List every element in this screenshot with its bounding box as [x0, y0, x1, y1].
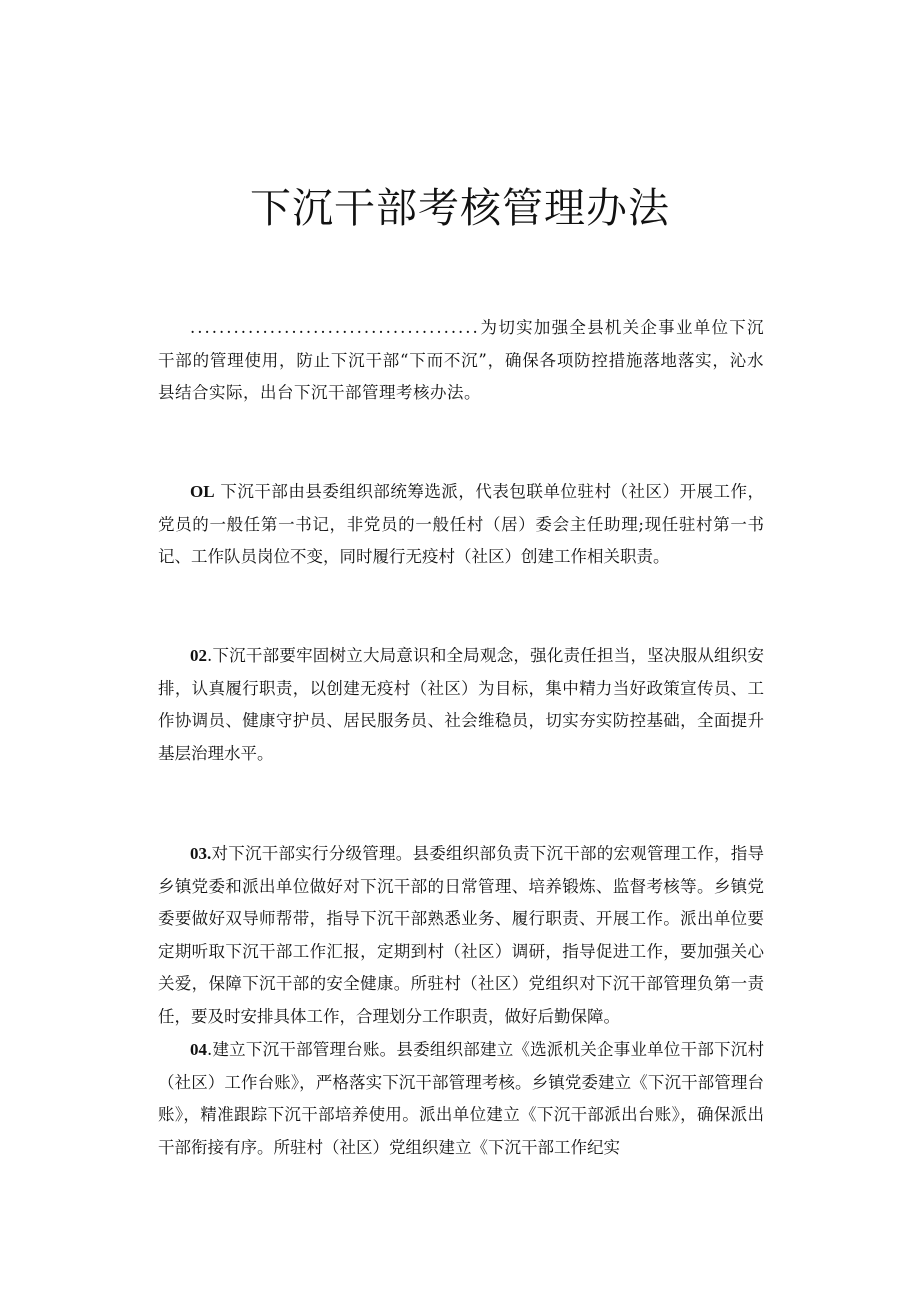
section-text: .下沉干部要牢固树立大局意识和全局观念，强化责任担当，坚决服从组织安排，认真履行职责，以创建无疫村（社区）为目标，集中精力当好政策宣传员、工作协调员、健康守护员、居民服务员、社会维稳员，切实夯实防控基础，全面提升基层治理水平。: [158, 646, 764, 763]
section-text: .建立下沉干部管理台账。县委组织部建立《选派机关企事业单位干部下沉村（社区）工作台账》，严格落实下沉干部管理考核。乡镇党委建立《下沉干部管理台账》，精准跟踪下沉干部培养使用。派出单位建立《下沉干部派出台账》，确保派出干部衔接有序。所驻村（社区）党组织建立《下沉干部工作纪实: [158, 1040, 764, 1157]
section-number: 04: [190, 1040, 207, 1059]
page-title: 下沉干部考核管理办法: [250, 184, 670, 232]
section-number: 03.: [190, 844, 212, 863]
dot-leader: ........................................: [190, 318, 480, 337]
section-text: 对下沉干部实行分级管理。县委组织部负责下沉干部的宏观管理工作，指导乡镇党委和派出单位做好对下沉干部的日常管理、培养锻炼、监督考核等。乡镇党委要做好双导师帮带，指导下沉干部熟悉业务、履行职责、开展工作。派出单位要定期听取下沉干部工作汇报，定期到村（社区）调研，指导促进工作，要加强关心关爱，保障下沉干部的安全健康。所驻村（社区）党组织对下沉干部管理负第一责任，要及时安排具体工作，合理划分工作职责，做好后勤保障。: [158, 844, 764, 1026]
intro-text: 为切实加强全县机关企事业单位下沉干部的管理使用，防止下沉干部“下而不沉”，确保各项防控措施落地落实，沁水县结合实际，出台下沉干部管理考核办法。: [158, 318, 764, 402]
section-text: 下沉干部由县委组织部统筹选派，代表包联单位驻村（社区）开展工作，党员的一般任第一书记，非党员的一般任村（居）委会主任助理;现任驻村第一书记、工作队员岗位不变，同时履行无疫村（社区）创建工作相关职责。: [158, 482, 765, 566]
section-paragraph-3: [158, 838, 764, 1033]
section-paragraph-4: [158, 1034, 764, 1164]
intro-paragraph: [158, 312, 764, 410]
section-number: 02: [190, 646, 207, 665]
section-paragraph-1: [158, 476, 764, 574]
section-number: OL: [190, 482, 215, 501]
section-paragraph-2: [158, 640, 764, 770]
